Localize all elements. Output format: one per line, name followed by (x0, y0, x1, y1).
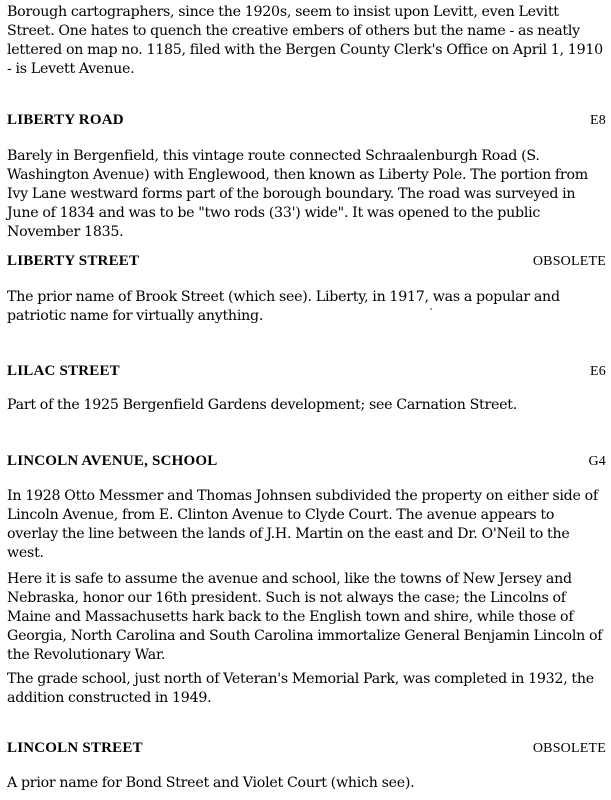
entry-paragraph: Barely in Bergenfield, this vintage route connected Schraalenburgh Road (S. Washington Avenue) with Englewood, then known as Liberty Pole. The portion from Ivy Lane westward forms part of the borough boundary. The road was surveyed in June of 1834 and was to be "two rods (33') wide". It was opened to the public November 1835. (7, 148, 588, 240)
entry-title: LILAC STREET (7, 363, 120, 379)
scan-speck (430, 308, 432, 310)
entry-heading-liberty-road (7, 112, 606, 129)
entry-title: LIBERTY STREET (7, 253, 140, 269)
entry-paragraph: The prior name of Brook Street (which see). Liberty, in 1917, was a popular and patriotic name for virtually anything. (7, 289, 560, 324)
status-label: OBSOLETE (532, 741, 606, 756)
entry-title: LIBERTY ROAD (7, 112, 124, 128)
status-label: OBSOLETE (532, 254, 606, 269)
entry-paragraph: Here it is safe to assume the avenue and school, like the towns of New Jersey and Nebraska, honor our 16th president. Such is not always the case; the Lincolns of Maine and Massachusetts hark back to the English town and shire, while those of Georgia, North Carolina and South Carolina immortalize General Benjamin Lincoln of the Revolutionary War. (7, 571, 603, 663)
map-grid-code: E6 (590, 364, 606, 379)
map-grid-code: E8 (590, 113, 606, 128)
entry-paragraph: In 1928 Otto Messmer and Thomas Johnsen subdivided the property on either side of Lincoln Avenue, from E. Clinton Avenue to Clyde Court. The avenue appears to overlay the line between the lands of J.H. Martin on the east and Dr. O'Neil to the west. (7, 488, 598, 561)
entry-paragraph: Part of the 1925 Bergenfield Gardens development; see Carnation Street. (7, 397, 518, 413)
entry-heading-lincoln-avenue-school (7, 453, 606, 470)
entry-heading-lilac-street (7, 363, 606, 380)
entry-title: LINCOLN STREET (7, 740, 143, 756)
entry-title: LINCOLN AVENUE, SCHOOL (7, 453, 218, 469)
entry-heading-liberty-street (7, 253, 606, 270)
intro-paragraph: Borough cartographers, since the 1920s, seem to insist upon Levitt, even Levitt Street. One hates to quench the creative embers of others but the name - as neatly lettered on map no. 1185, filed with the Bergen County Clerk's Office on April 1, 1910 - is Levett Avenue. (7, 4, 603, 77)
entry-paragraph: The grade school, just north of Veteran's Memorial Park, was completed in 1932, the addition constructed in 1949. (7, 671, 594, 706)
entry-paragraph: A prior name for Bond Street and Violet Court (which see). (7, 775, 415, 791)
map-grid-code: G4 (588, 454, 606, 469)
entry-heading-lincoln-street (7, 740, 606, 757)
